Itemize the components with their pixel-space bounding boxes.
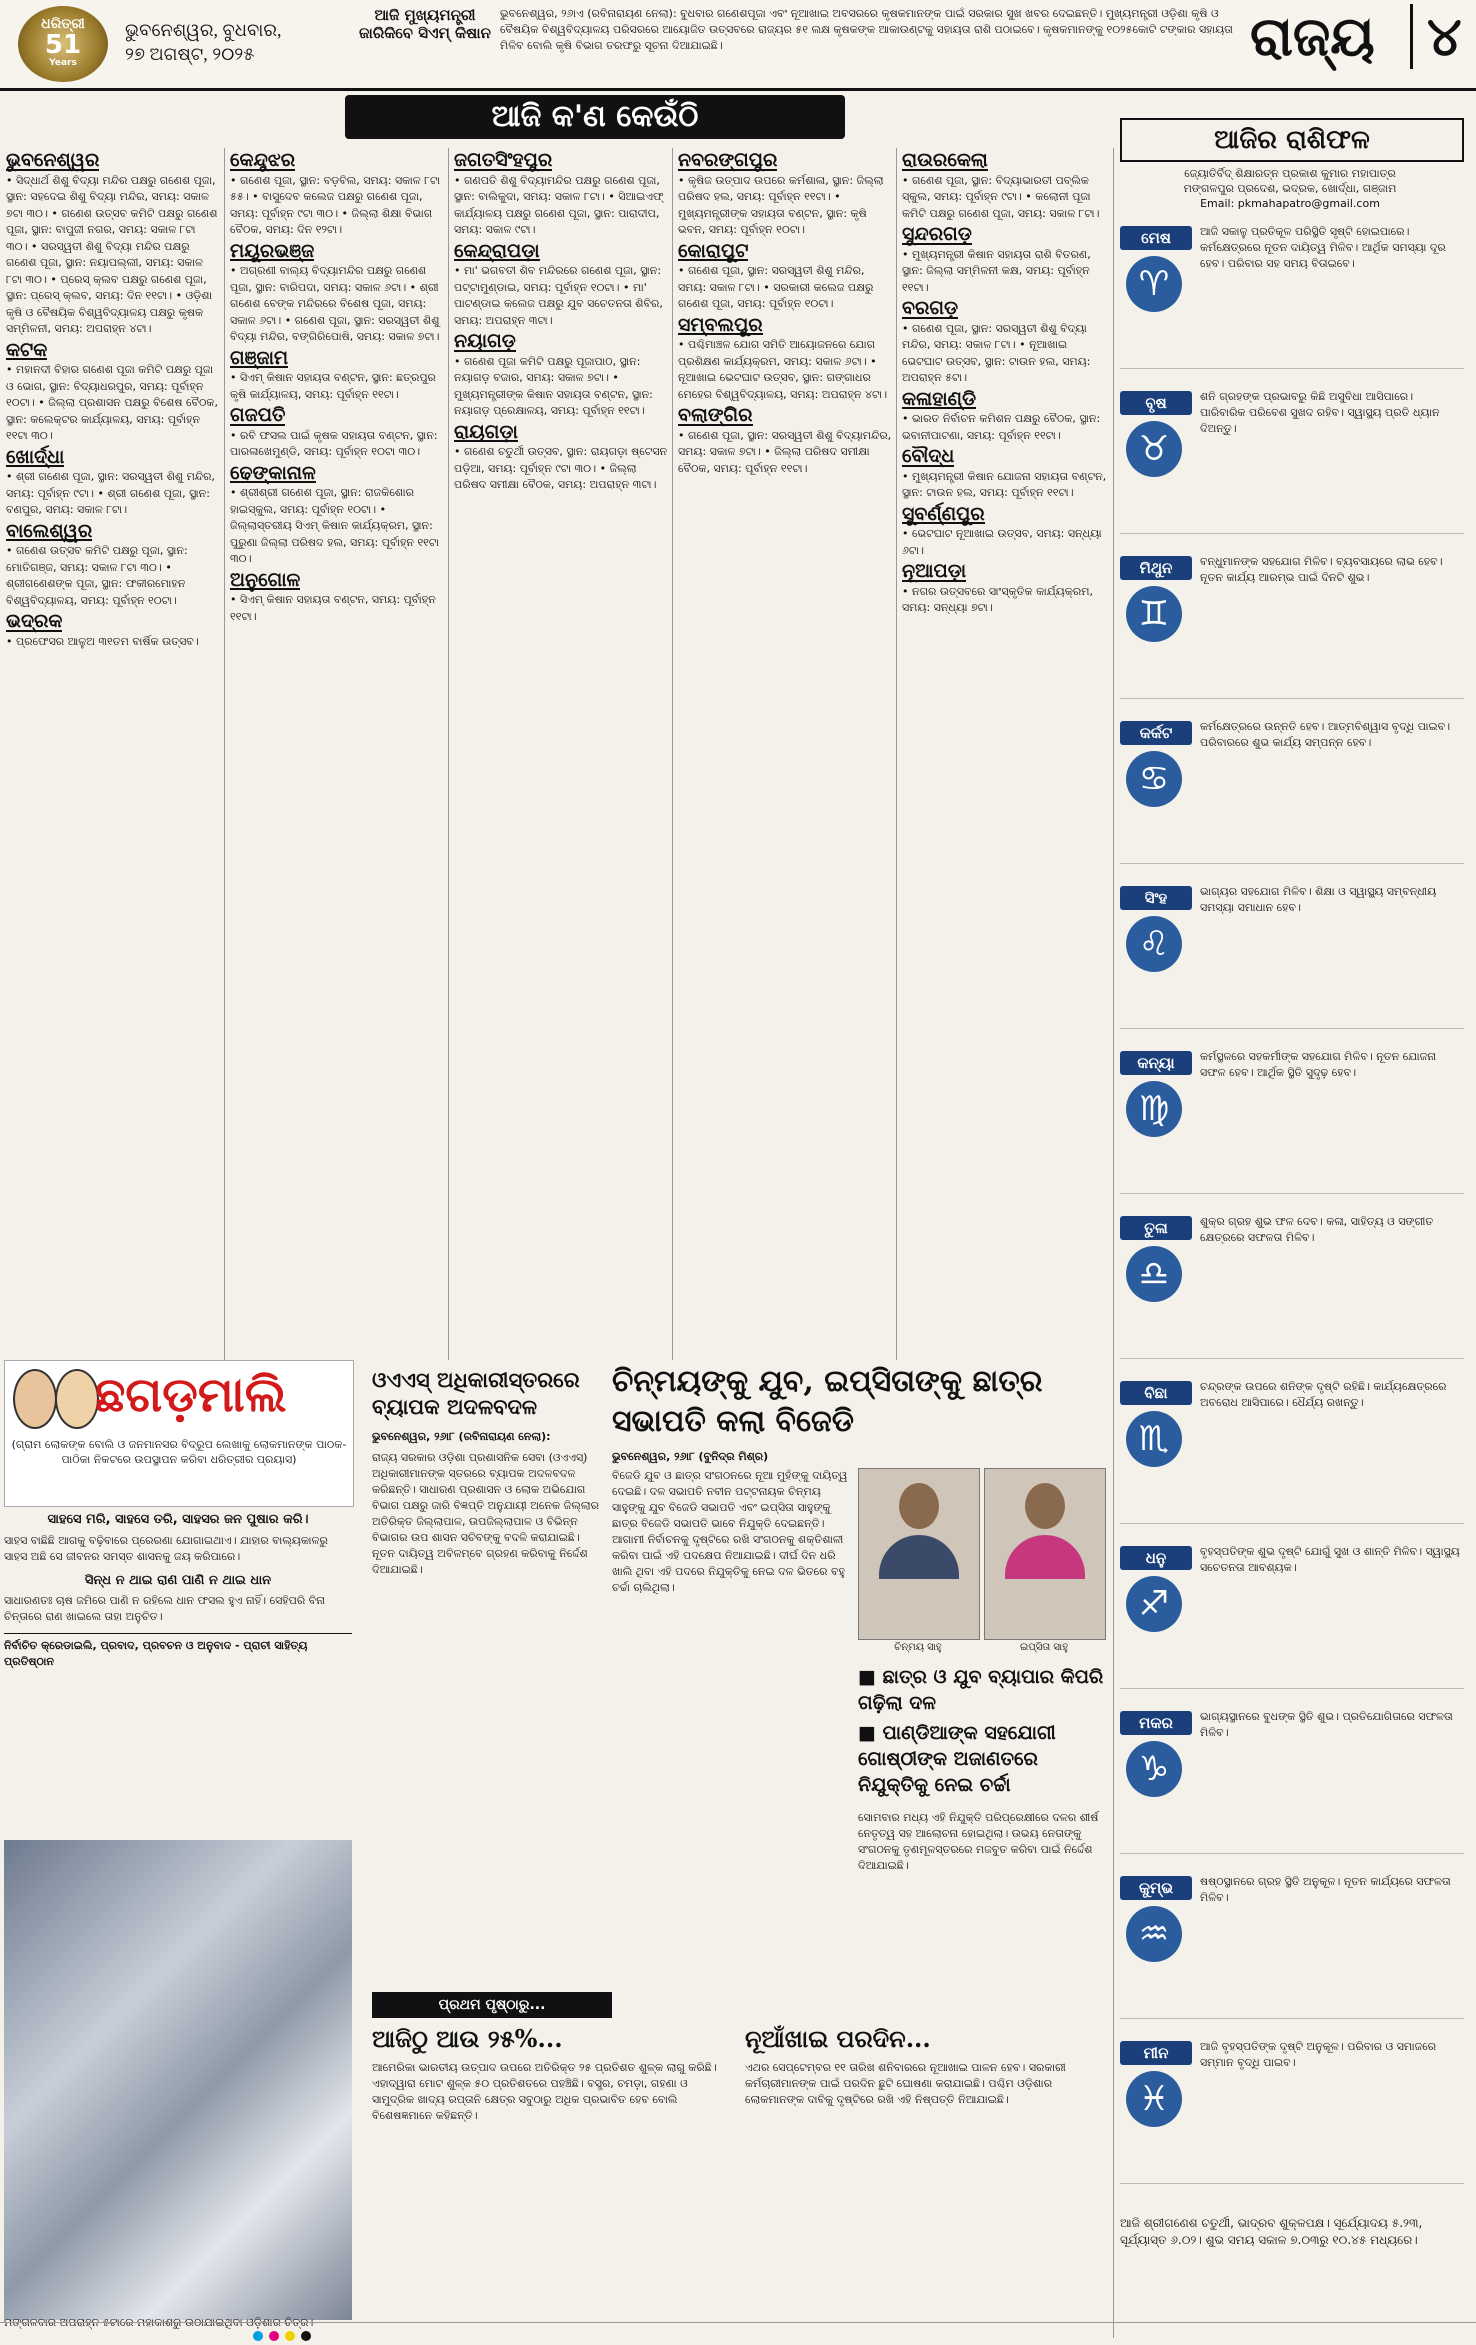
comic-title: ଛଗଡ଼ମାଲି <box>95 1367 287 1423</box>
listing-block <box>6 148 220 338</box>
city-heading: ନୟାଗଡ଼ <box>454 330 516 352</box>
bjd-bullet-2: ■ ପାଣ୍ଡିଆଙ୍କ ସହଯୋଗୀ ଗୋଷ୍ଠୀଙ୍କ ଅଜାଣତରେ ନିଯୁକ୍ତିକୁ ନେଇ ଚର୍ଚ୍ଚା <box>858 1722 1056 1796</box>
rashi-name: ଧନୁ <box>1120 1546 1192 1570</box>
oas-story-body: ରାଜ୍ୟ ସରକାର ଓଡ଼ିଶା ପ୍ରଶାସନିକ ସେବା (ଓଏଏସ୍) ଅଧିକାରୀମାନଙ୍କ ସ୍ତରରେ ବ୍ୟାପକ ଅଦଳବଦଳ କରିଛନ୍ତି। ସାଧାରଣ ପ୍ରଶାସନ ଓ ଲୋକ ଅଭିଯୋଗ ବିଭାଗ ପକ୍ଷରୁ ଜାରି ବିଜ୍ଞପ୍ତି ଅନୁଯାୟୀ ଅନେକ ଜିଲ୍ଲାର ଅତିରିକ୍ତ ଜିଲ୍ଲାପାଳ, ଉପଜିଲ୍ଲାପାଳ ଓ ବିଭିନ୍ନ ବିଭାଗର ଉପ ଶାସନ ସଚିବଙ୍କୁ ବଦଳି କରାଯାଇଛି। ନୂତନ ଦାୟିତ୍ୱ ଅବିଳମ୍ବେ ଗ୍ରହଣ କରିବାକୁ ନିର୍ଦ୍ଦେଶ ଦିଆଯାଇଛି। <box>372 1451 599 1576</box>
city-heading: କେନ୍ଦୁଝର <box>230 149 296 171</box>
listing-text: • ମୁଖ୍ୟମନ୍ତ୍ରୀ କିଷାନ ସହାୟତା ରାଶି ବିତରଣ, ସ୍ଥାନ: ଜିଲ୍ଲା ସମ୍ମିଳନୀ କକ୍ଷ, ସମୟ: ପୂର୍ବାହ୍ନ ୧୧ଟା। <box>902 247 1091 294</box>
zodiac-icon: ♉ <box>1126 421 1182 477</box>
listing-block <box>678 313 892 404</box>
comic-box <box>4 1360 354 1507</box>
listings-column-5 <box>902 148 1110 1358</box>
column-divider <box>448 148 449 1360</box>
listing-block <box>454 420 668 494</box>
listing-text: • ପଶ୍ଚିମାଞ୍ଚଳ ଯୋଗ ସମିତି ଆୟୋଜନରେ ଯୋଗ ପ୍ରଶିକ୍ଷଣ କାର୍ଯ୍ୟକ୍ରମ, ସମୟ: ସକାଳ ୬ଟା। • ନୂଆଖାଇ ଭେଟଘାଟ ଉତ୍ସବ, ସ୍ଥାନ: ଗଙ୍ଗାଧର ମେହେର ବିଶ୍ୱବିଦ୍ୟାଳୟ, ସମୟ: ଅପରାହ୍ନ ୪ଟା। <box>678 338 888 401</box>
listing-block <box>678 148 892 239</box>
rashi-text: ବନ୍ଧୁମାନଙ୍କ ସହଯୋଗ ମିଳିବ। ବ୍ୟବସାୟରେ ଲାଭ ହେବ। ନୂତନ କାର୍ଯ୍ୟ ଆରମ୍ଭ ପାଇଁ ଦିନଟି ଶୁଭ। <box>1200 555 1443 584</box>
proverb-body: ସାହସ ବାଛିଛି ଆଗକୁ ବଢ଼ିବାରେ ପ୍ରେରଣା ଯୋଗାଇଥାଏ। ଯାହାର ବାଲ୍ୟକାଳରୁ ସାହସ ଅଛି ସେ ଜୀବନର ସମସ୍ତ ଶାସନକୁ ଜୟ କରିପାରେ। <box>4 1534 328 1563</box>
bjd-story-body: ବିଜେଡି ଯୁବ ଓ ଛାତ୍ର ସଂଗଠନରେ ନୂଆ ମୁହଁଙ୍କୁ ଦାୟିତ୍ୱ ଦେଇଛି। ଦଳ ସଭାପତି ନବୀନ ପଟ୍ଟନାୟକ ଚିନ୍ମୟ ସାହୁଙ୍କୁ ଯୁବ ବିଜେଡି ସଭାପତି ଏବଂ ଇପ୍ସିତା ସାହୁଙ୍କୁ ଛାତ୍ର ବିଜେଡି ସଭାପତି ଭାବେ ନିଯୁକ୍ତି ଦେଇଛନ୍ତି। ଆଗାମୀ ନିର୍ବାଚନକୁ ଦୃଷ୍ଟିରେ ରଖି ସଂଗଠନକୁ ଶକ୍ତିଶାଳୀ କରିବା ପାଇଁ ଏହି ପଦକ୍ଷେପ ନିଆଯାଇଛି। ଦୀର୍ଘ ଦିନ ଧରି ଖାଲି ଥିବା ଏହି ପଦରେ ନିଯୁକ୍ତିକୁ ନେଇ ଦଳ ଭିତରେ ବହୁ ଚର୍ଚ୍ଚା ଚାଲିଥିଲା। <box>612 1469 848 1594</box>
rashi-row <box>1120 1707 1464 1854</box>
listing-block <box>454 239 668 330</box>
city-heading: ବୌଦ୍ଧ <box>902 445 955 467</box>
city-heading: ରାଉରକେଲା <box>902 149 988 171</box>
proverb-title: ସାହସେ ମରି, ସାହସେ ତରି, ସାହସର ଜନ ପୁଷାର କରି। <box>47 1512 309 1527</box>
astrologer-name: ଜ୍ୟୋତିର୍ବିଦ୍ ଶିକ୍ଷାରତ୍ନ ପ୍ରକାଶ କୁମାର ମହାପାତ୍ର <box>1184 167 1396 180</box>
page-number: ୪ <box>1410 4 1462 69</box>
listing-block <box>6 609 220 650</box>
rashi-row <box>1120 2037 1464 2184</box>
listings-column-4 <box>678 148 892 1358</box>
rashi-row <box>1120 882 1464 1029</box>
astrologer-address: ମଙ୍ଗଳପୁର ପ୍ରଦେଶ, ଭଦ୍ରକ, ଖୋର୍ଦ୍ଧା, ଗଞ୍ଜାମ <box>1183 182 1397 195</box>
rashi-text: ଚନ୍ଦ୍ରଙ୍କ ଉପରେ ଶନିଙ୍କ ଦୃଷ୍ଟି ରହିଛି। କାର୍ଯ୍ୟକ୍ଷେତ୍ରରେ ଅବରୋଧ ଆସିପାରେ। ଧୈର୍ଯ୍ୟ ରଖନ୍ତୁ। <box>1200 1380 1447 1409</box>
city-heading: ବଲାଙ୍ଗିର <box>678 404 753 426</box>
rashi-text: ଆଜି ସକାଳୁ ପ୍ରତିକୂଳ ପରିସ୍ଥିତି ସୃଷ୍ଟି ହୋଇପାରେ। କର୍ମକ୍ଷେତ୍ରରେ ନୂତନ ଦାୟିତ୍ୱ ମିଳିବ। ଆର୍ଥିକ ସମସ୍ୟା ଦୂର ହେବ। ପରିବାର ସହ ସମୟ ବିତାଇବେ। <box>1200 225 1446 270</box>
listing-text: • ଗଣେଶ ଉତ୍ସବ କମିଟି ପକ୍ଷରୁ ପୂଜା, ସ୍ଥାନ: ମୋତିଗଞ୍ଜ, ସମୟ: ସକାଳ ୮ଟା ୩୦। • ଶ୍ରୀଗଣେଶଙ୍କ ପୂଜା, ସ୍ଥାନ: ଫକୀରମୋହନ ବିଶ୍ୱବିଦ୍ୟାଳୟ, ସମୟ: ପୂର୍ବାହ୍ନ ୧୦ଟା। <box>6 544 188 607</box>
rashi-row <box>1120 387 1464 534</box>
rashi-text: ଭାଗ୍ୟସ୍ଥାନରେ ବୁଧଙ୍କ ସ୍ଥିତି ଶୁଭ। ପ୍ରତିଯୋଗିତାରେ ସଫଳତା ମିଳିବ। <box>1200 1710 1453 1739</box>
city-heading: ମୟୂରଭଞ୍ଜ <box>230 239 315 262</box>
listing-text: • ମୁଖ୍ୟମନ୍ତ୍ରୀ କିଷାନ ଯୋଜନା ସହାୟତା ବଣ୍ଟନ, ସ୍ଥାନ: ଟାଉନ ହଲ, ସମୟ: ପୂର୍ବାହ୍ନ ୧୧ଟା। <box>902 469 1107 499</box>
listing-block <box>902 387 1110 445</box>
listing-block <box>230 403 444 461</box>
registration-dot <box>253 2331 263 2341</box>
rashi-name: ତୁଳା <box>1120 1216 1192 1240</box>
rashi-row <box>1120 1047 1464 1194</box>
newspaper-logo <box>18 6 108 82</box>
satellite-weather-image <box>4 1840 352 2320</box>
zodiac-icon: ♓ <box>1126 2071 1182 2127</box>
listing-block <box>902 559 1110 617</box>
rashi-row <box>1120 222 1464 369</box>
rashi-name: ସିଂହ <box>1120 886 1192 910</box>
listing-text: • କୃଷିଜ ଉତ୍ପାଦ ଉପରେ କର୍ମଶାଳା, ସ୍ଥାନ: ଜିଲ୍ଲା ପରିଷଦ ହଲ, ସମୟ: ପୂର୍ବାହ୍ନ ୧୧ଟା। • ମୁଖ୍ୟମନ୍ତ୍ରୀଙ୍କ ସହାୟତା ବଣ୍ଟନ, ସ୍ଥାନ: କୃଷି ଭବନ, ସମୟ: ପୂର୍ବାହ୍ନ ୧୦ଟା। <box>678 173 884 236</box>
listing-block <box>902 444 1110 502</box>
listing-block <box>678 403 892 477</box>
rashi-text: କର୍ମକ୍ଷେତ୍ରରେ ଉନ୍ନତି ହେବ। ଆତ୍ମବିଶ୍ୱାସ ବୃଦ୍ଧି ପାଇବ। ପରିବାରରେ ଶୁଭ କାର୍ଯ୍ୟ ସମ୍ପନ୍ନ ହେବ। <box>1200 720 1451 749</box>
astrologer-email: Email: pkmahapatro@gmail.com <box>1200 197 1380 210</box>
proverb-line-2: ସିନ୍ଧ ନ ଥାଇ ରାଣ ପାଣି ନ ଥାଇ ଧାନ <box>84 1573 272 1588</box>
listing-block <box>678 239 892 313</box>
city-heading: ଅନୁଗୋଳ <box>230 568 301 591</box>
oas-headline: ଓଏଏସ୍ ଅଧିକାରୀସ୍ତରରେ ବ୍ୟାପକ ଅଦଳବଦଳ <box>372 1367 580 1419</box>
city-heading: କଟକ <box>6 338 48 361</box>
zodiac-icon: ♏ <box>1126 1411 1182 1467</box>
listing-text: • ଗଣପତି ଶିଶୁ ବିଦ୍ୟାମନ୍ଦିର ପକ୍ଷରୁ ଗଣେଶ ପୂଜା, ସ୍ଥାନ: ବାଲିକୁଦା, ସମୟ: ସକାଳ ୮ଟା। • ସିଆଇଏଫ୍ କାର୍ଯ୍ୟାଳୟ ପକ୍ଷରୁ ଗଣେଶ ପୂଜା, ସ୍ଥାନ: ପାରାଦୀପ, ସମୟ: ସକାଳ ୯ଟା। <box>454 173 664 236</box>
listing-text: • ନଗର ଉତ୍ସବରେ ସାଂସ୍କୃତିକ କାର୍ଯ୍ୟକ୍ରମ, ସମୟ: ସନ୍ଧ୍ୟା ୭ଟା। <box>902 584 1093 614</box>
city-heading: ସୁନ୍ଦରଗଡ଼ <box>902 223 972 245</box>
cartoon-face-icon <box>13 1369 57 1429</box>
rashi-row <box>1120 717 1464 864</box>
continued-banner: ପ୍ରଥମ ପୃଷ୍ଠାରୁ... <box>372 1992 612 2018</box>
bjd-story-body-2: ସୋମବାର ମଧ୍ୟ ଏହି ନିଯୁକ୍ତି ପରିପ୍ରେକ୍ଷୀରେ ଦଳର ଶୀର୍ଷ ନେତୃତ୍ୱ ସହ ଆଲୋଚନା ହୋଇଥିଲା। ଉଭୟ ନେତାଙ୍କୁ ସଂଗଠନକୁ ତୃଣମୂଳସ୍ତରରେ ମଜବୁତ କରିବା ପାଇଁ ନିର୍ଦ୍ଦେଶ ଦିଆଯାଇଛି। <box>858 1811 1099 1872</box>
zodiac-icon: ♒ <box>1126 1906 1182 1962</box>
photo-caption-1: ଚିନ୍ମୟ ସାହୁ <box>894 1642 942 1653</box>
rashi-text: ଶୁକ୍ର ଗ୍ରହ ଶୁଭ ଫଳ ଦେବ। କଳା, ସାହିତ୍ୟ ଓ ସଙ୍ଗୀତ କ୍ଷେତ୍ରରେ ସଫଳତା ମିଳିବ। <box>1200 1215 1434 1244</box>
rashi-text: ବୃହସ୍ପତିଙ୍କ ଶୁଭ ଦୃଷ୍ଟି ଯୋଗୁଁ ସୁଖ ଓ ଶାନ୍ତି ମିଳିବ। ସ୍ୱାସ୍ଥ୍ୟ ସଚେତନତା ଆବଶ୍ୟକ। <box>1200 1545 1460 1574</box>
zodiac-icon: ♎ <box>1126 1246 1182 1302</box>
listing-text: • ସିଏମ୍ କିଷାନ ସହାୟତା ବଣ୍ଟନ, ସମୟ: ପୂର୍ବାହ୍ନ ୧୧ଟା। <box>230 593 436 623</box>
city-heading: କୋରାପୁଟ <box>678 239 749 262</box>
listing-text: • ସିଏମ୍ କିଷାନ ସହାୟତା ବଣ୍ଟନ, ସ୍ଥାନ: ଛତ୍ରପୁର କୃଷି କାର୍ଯ୍ୟାଳୟ, ସମୟ: ପୂର୍ବାହ୍ନ ୧୧ଟା। <box>230 371 436 401</box>
listing-text: • ରବି ଫସଲ ପାଇଁ କୃଷକ ସହାୟତା ବଣ୍ଟନ, ସ୍ଥାନ: ପାରଳାଖେମୁଣ୍ଡି, ସମୟ: ପୂର୍ବାହ୍ନ ୧୦ଟା ୩୦। <box>230 428 438 458</box>
listings-column-2 <box>230 148 444 1358</box>
city-heading: ଖୋର୍ଦ୍ଧା <box>6 445 65 468</box>
rashi-name: ମେଷ <box>1120 226 1192 250</box>
zodiac-icon: ♐ <box>1126 1576 1182 1632</box>
listing-text: • ଗଣେଶ ଚତୁର୍ଥୀ ଉତ୍ସବ, ସ୍ଥାନ: ରାୟଗଡ଼ା ଷ୍ଟେସନ ପଡ଼ିଆ, ସମୟ: ପୂର୍ବାହ୍ନ ୯ଟା ୩୦। • ଜିଲ୍ଲା ପରିଷଦ ସମୀକ୍ଷା ବୈଠକ, ସମୟ: ଅପରାହ୍ନ ୩ଟା। <box>454 445 668 491</box>
listing-text: • ଗଣେଶ ପୂଜା, ସ୍ଥାନ: ବଡ଼ବିଲ, ସମୟ: ସକାଳ ୮ଟା ୫୫। • ବାସୁଦେବ କଲେଜ ପକ୍ଷରୁ ଗଣେଶ ପୂଜା, ସମୟ: ପୂର୍ବାହ୍ନ ୯ଟା ୩୦। • ଜିଲ୍ଲା ଶିକ୍ଷା ବିଭାଗ ବୈଠକ, ସମୟ: ଦିନ ୧୨ଟା। <box>230 173 441 236</box>
listing-block <box>230 148 444 239</box>
listings-column-1 <box>6 148 220 1358</box>
rashifal-title: ଆଜିର ରାଶିଫଳ <box>1120 118 1464 162</box>
listing-text: • ଗଣେଶ ପୂଜା, ସ୍ଥାନ: ସରସ୍ୱତୀ ଶିଶୁ ବିଦ୍ୟାମନ୍ଦିର, ସମୟ: ସକାଳ ୭ଟା। • ଜିଲ୍ଲା ପରିଷଦ ସମୀକ୍ଷା ବୈଠକ, ସମୟ: ପୂର୍ବାହ୍ନ ୧୧ଟା। <box>678 428 892 475</box>
photo-caption-2: ଇପ୍ସିତା ସାହୁ <box>1019 1642 1069 1653</box>
registration-dot <box>301 2331 311 2341</box>
column-divider <box>1113 148 1114 2338</box>
listing-block <box>6 519 220 610</box>
listing-block <box>230 568 444 626</box>
column-divider <box>672 148 673 1360</box>
listing-text: • ଗଣେଶ ପୂଜା କମିଟି ପକ୍ଷରୁ ପୂଜାପାଠ, ସ୍ଥାନ: ନୟାଗଡ଼ ବଜାର, ସମୟ: ସକାଳ ୭ଟା। • ମୁଖ୍ୟମନ୍ତ୍ରୀଙ୍କ କିଷାନ ସହାୟତା ବଣ୍ଟନ, ସ୍ଥାନ: ନୟାଗଡ଼ ପ୍ରେକ୍ଷାଳୟ, ସମୟ: ପୂର୍ବାହ୍ନ ୧୧ଟା। <box>454 354 653 417</box>
listing-text: • ଭେଟଘାଟ ନୂଆଖାଇ ଉତ୍ସବ, ସମୟ: ସନ୍ଧ୍ୟା ୬ଟା। <box>902 527 1102 557</box>
panchang-text: ଆଜି ଶ୍ରୀଗଣେଶ ଚତୁର୍ଥୀ, ଭାଦ୍ରବ ଶୁକ୍ଳପକ୍ଷ। ସୂର୍ଯ୍ୟୋଦୟ ୫.୨୩, ସୂର୍ଯ୍ୟାସ୍ତ ୬.୦୨। ଶୁଭ ସମୟ ସକାଳ ୭.୦୩ରୁ ୧୦.୪୫ ମଧ୍ୟରେ। <box>1120 2216 1423 2247</box>
rashi-name: ମିଥୁନ <box>1120 556 1192 580</box>
rashi-name: ମୀନ <box>1120 2041 1192 2065</box>
column-divider <box>896 148 897 1360</box>
zodiac-icon: ♊ <box>1126 586 1182 642</box>
city-heading: ଢେଙ୍କାନାଳ <box>230 461 316 484</box>
listing-text: • ଗଣେଶ ପୂଜା, ସ୍ଥାନ: ବିଦ୍ୟାଭାରତୀ ପବ୍ଲିକ ସ୍କୁଲ, ସମୟ: ପୂର୍ବାହ୍ନ ୯ଟା। • କଲୋନୀ ପୂଜା କମିଟି ପକ୍ଷରୁ ଗଣେଶ ପୂଜା, ସମୟ: ସକାଳ ୮ଟା। <box>902 173 1100 220</box>
continued-headline-1: ଆଜିଠୁ ଆଉ ୨୫%... <box>372 2024 563 2053</box>
listing-block <box>902 502 1110 560</box>
rashi-text: ଷଷ୍ଠସ୍ଥାନରେ ଗ୍ରହ ସ୍ଥିତି ଅନୁକୂଳ। ନୂତନ କାର୍ଯ୍ୟରେ ସଫଳତା ମିଳିବ। <box>1200 1875 1451 1904</box>
place-day: ଭୁବନେଶ୍ୱର, ବୁଧବାର, <box>125 20 282 40</box>
listing-text: • ସିଦ୍ଧାର୍ଥ ଶିଶୁ ବିଦ୍ୟା ମନ୍ଦିର ପକ୍ଷରୁ ଗଣେଶ ପୂଜା, ସ୍ଥାନ: ସହଦେଇ ଶିଶୁ ବିଦ୍ୟା ମନ୍ଦିର, ସମୟ: ସକାଳ ୭ଟା ୩୦। • ଗଣେଶ ଉତ୍ସବ କମିଟି ପକ୍ଷରୁ ଗଣେଶ ପୂଜା, ସ୍ଥାନ: ବାପୁଜୀ ନଗର, ସମୟ: ସକାଳ ୮ଟା ୩୦। • ସରସ୍ୱତୀ ଶିଶୁ ବିଦ୍ୟା ମନ୍ଦିର ପକ୍ଷରୁ ଗଣେଶ ପୂଜା, ସ୍ଥାନ: ନୟାପଲ୍ଲୀ, ସମୟ: ସକାଳ ୮ଟା ୩୦। • ପ୍ରେସ୍ କ୍ଲବ ପକ୍ଷରୁ ଗଣେଶ ପୂଜା, ସ୍ଥାନ: ପ୍ରେସ୍ କ୍ଲବ, ସମୟ: ଦିନ ୧୧ଟା। • ଓଡ଼ିଶା କୃଷି ଓ ବୈଷୟିକ ବିଶ୍ୱବିଦ୍ୟାଳୟ ପକ୍ଷରୁ କୃଷକ ସମ୍ମିଳନୀ, ସମୟ: ଅପରାହ୍ନ ୪ଟା। <box>6 173 218 335</box>
rashi-text: ଶନି ଗ୍ରହଙ୍କ ପ୍ରଭାବରୁ କିଛି ଅସୁବିଧା ଆସିପାରେ। ପାରିବାରିକ ପରିବେଶ ସୁଖଦ ରହିବ। ସ୍ୱାସ୍ଥ୍ୟ ପ୍ରତି ଧ୍ୟାନ ଦିଅନ୍ତୁ। <box>1200 390 1440 435</box>
continued-headline-2: ନୂଆଁଖାଇ ପରଦିନ... <box>745 2024 931 2053</box>
city-heading: ଗଜପତି <box>230 404 286 426</box>
comic-subtitle: (ଗ୍ରାମ ଲୋକଙ୍କ ବୋଲି ଓ ଜନମାନସର ବିଦ୍ରୂପ ଲେଖାକୁ ଲୋକମାନଙ୍କ ପାଠକ-ପାଠିକା ନିକଟରେ ଉପସ୍ଥାପନ କରିବା ଧରିତ୍ରୀର ପ୍ରୟାସ) <box>11 1438 347 1466</box>
logo-number: 51 <box>44 30 82 60</box>
city-heading: ଗଞ୍ଜାମ <box>230 346 289 369</box>
bjd-headline: ଚିନ୍ମୟଙ୍କୁ ଯୁବ, ଇପ୍ସିତାଙ୍କୁ ଛାତ୍ର ସଭାପତି କଲା ବିଜେଡି <box>612 1364 1043 1439</box>
logo-years: Years <box>49 58 77 68</box>
listing-block <box>902 296 1110 387</box>
continued-body-1: ଆମେରିକା ଭାରତୀୟ ଉତ୍ପାଦ ଉପରେ ଅତିରିକ୍ତ ୨୫ ପ୍ରତିଶତ ଶୁଳ୍କ ଲାଗୁ କରିଛି। ଏହାଦ୍ୱାରା ମୋଟ ଶୁଳ୍କ ୫୦ ପ୍ରତିଶତରେ ପହଞ୍ଚିଛି। ବସ୍ତ୍ର, ଚମଡ଼ା, ଗହଣା ଓ ସାମୁଦ୍ରିକ ଖାଦ୍ୟ ରପ୍ତାନି କ୍ଷେତ୍ର ସବୁଠାରୁ ଅଧିକ ପ୍ରଭାବିତ ହେବ ବୋଲି ବିଶେଷଜ୍ଞମାନେ କହିଛନ୍ତି। <box>372 2061 717 2122</box>
city-heading: ନବରଙ୍ଗପୁର <box>678 149 778 171</box>
rashi-name: କୁମ୍ଭ <box>1120 1876 1192 1900</box>
section-banner: ଆଜି କ'ଣ କେଉଁଠି <box>345 95 845 139</box>
registration-dot <box>269 2331 279 2341</box>
continued-body-2: ଏଥର ସେପ୍ଟେମ୍ବର ୧୧ ତାରିଖ ଶନିବାରରେ ନୂଆଖାଇ ପାଳନ ହେବ। ସରକାରୀ କର୍ମଚାରୀମାନଙ୍କ ପାଇଁ ପରଦିନ ଛୁଟି ଘୋଷଣା କରାଯାଇଛି। ପଶ୍ଚିମ ଓଡ଼ିଶାର ଲୋକମାନଙ୍କ ଦାବିକୁ ଦୃଷ୍ଟିରେ ରଖି ଏହି ନିଷ୍ପତ୍ତି ନିଆଯାଇଛି। <box>745 2061 1066 2106</box>
logo-text: ଧରିତ୍ରୀ <box>41 16 85 32</box>
zodiac-icon: ♈ <box>1126 256 1182 312</box>
zodiac-icon: ♋ <box>1126 751 1182 807</box>
rashi-name: କନ୍ୟା <box>1120 1051 1192 1075</box>
listing-text: • ପ୍ରଫେସର ଆଳୁଅ ୩୧ତମ ବାର୍ଷିକ ଉତ୍ସବ। <box>6 634 199 648</box>
city-heading: ଭଦ୍ରକ <box>6 610 63 632</box>
cartoon-face-icon <box>55 1369 99 1429</box>
photo-ipsita <box>984 1468 1106 1640</box>
listing-text: • ଗଣେଶ ପୂଜା, ସ୍ଥାନ: ସରସ୍ୱତୀ ଶିଶୁ ମନ୍ଦିର, ସମୟ: ସକାଳ ୮ଟା। • ସରକାରୀ କଲେଜ ପକ୍ଷରୁ ଗଣେଶ ପୂଜା, ସମୟ: ପୂର୍ବାହ୍ନ ୧୦ଟା। <box>678 264 874 310</box>
listings-column-3 <box>454 148 668 1358</box>
city-heading: ଭୁବନେଶ୍ୱର <box>6 149 100 171</box>
city-heading: ରାୟଗଡ଼ା <box>454 420 518 443</box>
weather-caption: ମଙ୍ଗଳବାର ଅପରାହ୍ନ ୫ଟାରେ ମହାକାଶରୁ ଉଠାଯାଇଥିବା ଓଡ଼ିଶାର ଚିତ୍ର। <box>4 2316 314 2329</box>
listing-block <box>454 329 668 420</box>
bjd-bullet-1: ■ ଛାତ୍ର ଓ ଯୁବ ବ୍ୟାପାର କିପରି ଗଢ଼ିଲା ଦଳ <box>858 1666 1104 1714</box>
rashi-row <box>1120 1872 1464 2019</box>
proverb-body-2: ସାଧାରଣତଃ ଚାଷ ଜମିରେ ପାଣି ନ ରହିଲେ ଧାନ ଫସଲ ହୁଏ ନାହିଁ। ସେହିପରି ବିନା ଚିନ୍ତାରେ ରାଣ ଖାଇଲେ ତାହା ଅନୁଚିତ। <box>4 1594 326 1623</box>
rashi-text: କର୍ମସ୍ଥଳରେ ସହକର୍ମୀଙ୍କ ସହଯୋଗ ମିଳିବ। ନୂତନ ଯୋଜନା ସଫଳ ହେବ। ଆର୍ଥିକ ସ୍ଥିତି ସୁଦୃଢ଼ ହେବ। <box>1200 1050 1437 1079</box>
listing-block <box>902 148 1110 222</box>
top-story: ଭୁବନେଶ୍ୱର, ୨୬ାଏ (ରବିନାରାୟଣ ନେଲା): ବୁଧବାର ଗଣେଶପୂଜା ଏବଂ ନୂଆଖାଇ ଅବସରରେ କୃଷକମାନଙ୍କ ପାଇଁ ସରକାର ସୁଖ ଖବର ଦେଇଛନ୍ତି। ମୁଖ୍ୟମନ୍ତ୍ରୀ ଓଡ଼ିଶା କୃଷି ଓ ବୈଷୟିକ ବିଶ୍ୱବିଦ୍ୟାଳୟ ପରିସରରେ ଆୟୋଜିତ ଉତ୍ସବରେ ରାଜ୍ୟର ୫୧ ଲକ୍ଷ କୃଷକଙ୍କ ଆକାଉଣ୍ଟକୁ ସହାୟତା ରାଶି ପଠାଇବେ। କୃଷକମାନଙ୍କୁ ୧୦୨୫କୋଟି ଟଙ୍କାର ସହାୟତା ମିଳିବ ବୋଲି କୃଷି ବିଭାଗ ତରଫରୁ ସୂଚନା ଦିଆଯାଇଛି। <box>500 7 1233 52</box>
rashi-name: ମକର <box>1120 1711 1192 1735</box>
listing-text: • ଗଣେଶ ପୂଜା, ସ୍ଥାନ: ସରସ୍ୱତୀ ଶିଶୁ ବିଦ୍ୟା ମନ୍ଦିର, ସମୟ: ସକାଳ ୮ଟା। • ନୂଆଖାଇ ଭେଟଘାଟ ଉତ୍ସବ, ସ୍ଥାନ: ଟାଉନ ହଲ, ସମୟ: ଅପରାହ୍ନ ୫ଟା। <box>902 321 1091 384</box>
rashi-name: ବିଛା <box>1120 1381 1192 1405</box>
column-divider <box>224 148 225 1360</box>
city-heading: ବରଗଡ଼ <box>902 297 959 319</box>
city-heading: ନୂଆପଡ଼ା <box>902 560 967 582</box>
rashi-name: କର୍କଟ <box>1120 721 1192 745</box>
city-heading: କଳାହାଣ୍ଡି <box>902 387 977 410</box>
page-title: ରାଜ୍ୟ <box>1250 4 1375 68</box>
city-heading: ସମ୍ବଲପୁର <box>678 313 763 336</box>
top-headline: ଆଜି ମୁଖ୍ୟମନ୍ତ୍ରୀ ଜାରିକିବେ ସିଏମ୍ କିଷାନ <box>359 6 491 42</box>
zodiac-icon: ♍ <box>1126 1081 1182 1137</box>
listing-text: • ମା' ଭଗବତୀ ଶିବ ମନ୍ଦିରରେ ଗଣେଶ ପୂଜା, ସ୍ଥାନ: ପଟ୍ଟାମୁଣ୍ଡାଇ, ସମୟ: ପୂର୍ବାହ୍ନ ୧୦ଟା। • ମା' ପାଟଣ୍ଡାଇ କଲେଜ ପକ୍ଷରୁ ଯୁବ ସଚେତନତା ଶିବିର, ସମୟ: ଅପରାହ୍ନ ୩ଟା। <box>454 264 663 327</box>
footer-registration <box>0 2322 1476 2340</box>
city-heading: ସୁବର୍ଣ୍ଣପୁର <box>902 502 985 525</box>
registration-dot <box>285 2331 295 2341</box>
rashi-row <box>1120 1377 1464 1524</box>
rashi-row <box>1120 552 1464 699</box>
bjd-dateline: ଭୁବନେଶ୍ୱର, ୨୬ା୮ (ବୁନିଦ୍ର ମିଶ୍ର) <box>612 1450 769 1463</box>
zodiac-icon: ♑ <box>1126 1741 1182 1797</box>
dateline <box>125 18 281 66</box>
city-heading: ଜଗତସିଂହପୁର <box>454 149 553 171</box>
rashifal-credit <box>1120 166 1460 211</box>
listing-block <box>902 222 1110 296</box>
listing-block <box>6 445 220 519</box>
listing-text: • ଅଗ୍ରଣୀ ବାଲ୍ୟ ବିଦ୍ୟାମନ୍ଦିର ପକ୍ଷରୁ ଗଣେଶ ପୂଜା, ସ୍ଥାନ: ବାରିପଦା, ସମୟ: ସକାଳ ୬ଟା। • ଶ୍ରୀ ଗଣେଶ ବେଙ୍କ ମନ୍ଦିରରେ ବିଶେଷ ପୂଜା, ସମୟ: ସକାଳ ୬ଟା। • ଗଣେଶ ପୂଜା, ସ୍ଥାନ: ସରସ୍ୱତୀ ଶିଶୁ ବିଦ୍ୟା ମନ୍ଦିର, ବଙ୍ଗିରିପୋଷି, ସମୟ: ସକାଳ ୭ଟା। <box>230 264 440 343</box>
photo-chinmay <box>858 1468 980 1640</box>
listing-block <box>230 461 444 568</box>
rashi-row <box>1120 1542 1464 1689</box>
listing-text: • ଶ୍ରୀଶ୍ରୀ ଗଣେଶ ପୂଜା, ସ୍ଥାନ: ରାଜକିଶୋର ହାଇସ୍କୁଲ, ସମୟ: ପୂର୍ବାହ୍ନ ୧୦ଟା। • ଜିଲ୍ଲାସ୍ତରୀୟ ସିଏମ୍ କିଷାନ କାର୍ଯ୍ୟକ୍ରମ, ସ୍ଥାନ: ପୁରୁଣା ଜିଲ୍ଲା ପରିଷଦ ହଲ, ସମୟ: ପୂର୍ବାହ୍ନ ୧୧ଟା ୩୦। <box>230 486 440 565</box>
oas-dateline: ଭୁବନେଶ୍ୱର, ୨୬ା୮ (ରବିନାରାୟଣ ନେଲା): <box>372 1430 551 1443</box>
zodiac-icon: ♌ <box>1126 916 1182 972</box>
print-registration-marks <box>250 2326 314 2345</box>
proverb-credit: ନିର୍ବାଚିତ କ୍ରେଡାଇଲି, ପ୍ରବାଦ, ପ୍ରବଚନ ଓ ଅନୁବାଦ - ପ୍ରାଚୀ ସାହିତ୍ୟ ପ୍ରତିଷ୍ଠାନ <box>4 1633 352 1670</box>
city-heading: କେନ୍ଦ୍ରାପଡ଼ା <box>454 239 540 262</box>
rashi-text: ଭାଗ୍ୟର ସହଯୋଗ ମିଳିବ। ଶିକ୍ଷା ଓ ସ୍ୱାସ୍ଥ୍ୟ ସମ୍ବନ୍ଧୀୟ ସମସ୍ୟା ସମାଧାନ ହେବ। <box>1200 885 1437 914</box>
listing-block <box>454 148 668 239</box>
proverb-column <box>4 1510 352 1670</box>
listing-text: • ଭାରତ ନିର୍ବାଚନ କମିଶନ ପକ୍ଷରୁ ବୈଠକ, ସ୍ଥାନ: ଭବାନୀପାଟଣା, ସମୟ: ପୂର୍ବାହ୍ନ ୧୧ଟା। <box>902 412 1101 442</box>
listing-text: • ମହାନଦୀ ବିହାର ଗଣେଶ ପୂଜା କମିଟି ପକ୍ଷରୁ ପୂଜା ଓ ଭୋଗ, ସ୍ଥାନ: ବିଦ୍ୟାଧରପୁର, ସମୟ: ପୂର୍ବାହ୍ନ ୧୦ଟା। • ଜିଲ୍ଲା ପ୍ରଶାସନ ପକ୍ଷରୁ ବିଶେଷ ବୈଠକ, ସ୍ଥାନ: କଲେକ୍ଟର କାର୍ଯ୍ୟାଳୟ, ସମୟ: ପୂର୍ବାହ୍ନ ୧୧ଟା ୩୦। <box>6 363 218 442</box>
listing-block <box>230 346 444 404</box>
city-heading: ବାଲେଶ୍ୱର <box>6 519 93 542</box>
rashi-row <box>1120 1212 1464 1359</box>
issue-date: ୨୭ ଅଗଷ୍ଟ, ୨୦୨୫ <box>125 44 255 64</box>
listing-block <box>230 239 444 346</box>
rashi-name: ବୃଷ <box>1120 391 1192 415</box>
listing-text: • ଶ୍ରୀ ଗଣେଶ ପୂଜା, ସ୍ଥାନ: ସରସ୍ୱତୀ ଶିଶୁ ମନ୍ଦିର, ସମୟ: ପୂର୍ବାହ୍ନ ୯ଟା। • ଶ୍ରୀ ଗଣେଶ ପୂଜା, ସ୍ଥାନ: ବଣପୁର, ସମୟ: ସକାଳ ୮ଟା। <box>6 470 215 516</box>
listing-block <box>6 338 220 445</box>
rashi-text: ଆଜି ବୃହସ୍ପତିଙ୍କ ଦୃଷ୍ଟି ଅନୁକୂଳ। ପରିବାର ଓ ସମାଜରେ ସମ୍ମାନ ବୃଦ୍ଧି ପାଇବ। <box>1200 2040 1437 2069</box>
